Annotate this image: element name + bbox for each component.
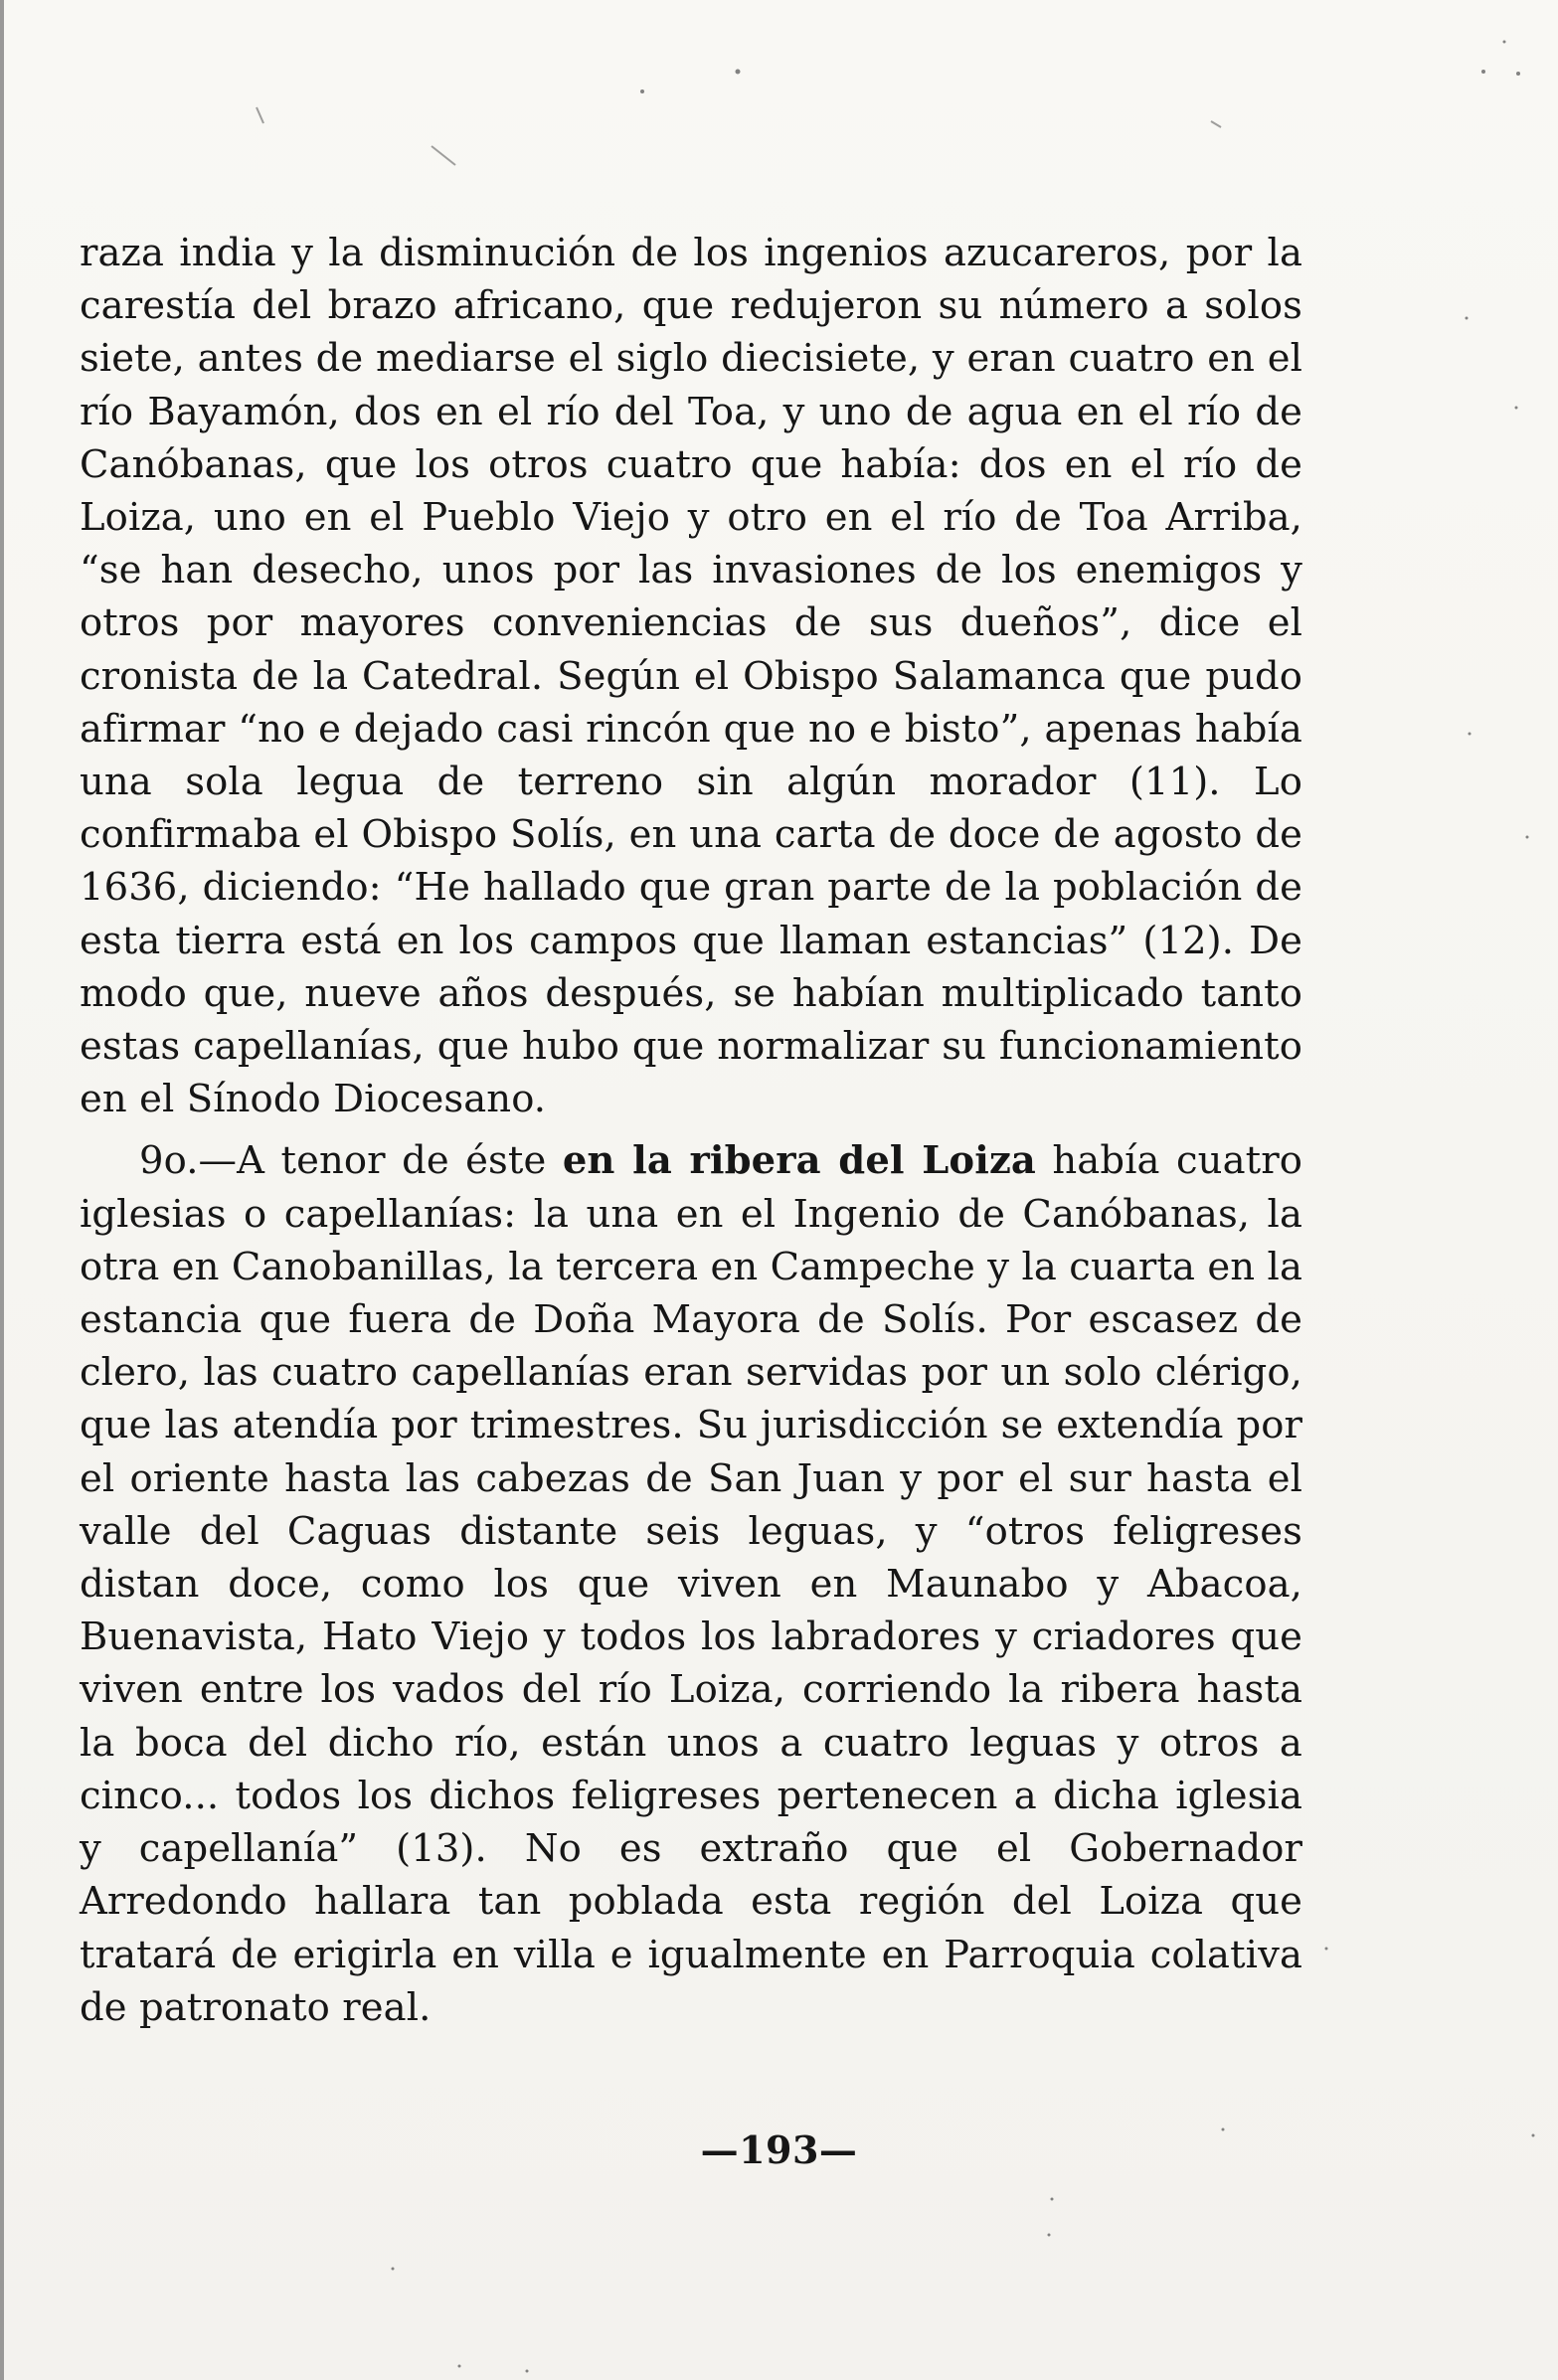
paragraph-9-rest: había cuatro iglesias o capellanías: la una en el Ingenio de Canóbanas, la otra en Canobanillas, la tercera en Campeche y la cuarta en la estancia que fuera de Doña Mayora de Solís. Por escasez de clero, las cuatro capellanías eran servidas por un solo clérigo, que las atendía por trimestres. Su jurisdicción se extendía por el oriente hasta las cabezas de San Juan y por el sur hasta el valle del Caguas distante seis leguas, y “otros feligreses distan doce, como los que viven en Maunabo y Abacoa, Buenavista, Hato Viejo y todos los labradores y criadores que viven entre los vados del río Loiza, corriendo la ribera hasta la boca del dicho río, están unos a cuatro leguas y otros a cinco... todos los dichos feligreses pertenecen a dicha iglesia y capellanía” (13). No es extraño que el Gobernador Arredondo hallara tan poblada esta región del Loiza que tratará de erigirla en villa e igualmente en Parroquia colativa de patronato real. — [80, 1138, 1302, 2030]
paragraph-continued: raza india y la disminución de los ingenios azucareros, por la carestía del brazo africano, que redujeron su número a solos siete, antes de mediarse el siglo diecisiete, y eran cuatro en el río Bayamón, dos en el río del Toa, y uno de agua en el río de Canóbanas, que los otros cuatro que había: dos en el río de Loiza, uno en el Pueblo Viejo y otro en el río de Toa Arriba, “se han desecho, unos por las invasiones de los enemigos y otros por mayores conveniencias de sus dueños”, dice el cronista de la Catedral. Según el Obispo Salamanca que pudo afirmar “no e dejado casi rincón que no e bisto”, apenas había una sola legua de terreno sin algún morador (11). Lo confirmaba el Obispo Solís, en una carta de doce de agosto de 1636, diciendo: “He hallado que gran parte de la población de esta tierra está en los campos que llaman estancias” (12). De modo que, nueve años después, se habían multiplicado tanto estas capellanías, que hubo que normalizar su funcionamiento en el Sínodo Diocesano. — [80, 231, 1302, 1122]
page-edge-shadow — [0, 0, 4, 2380]
body-text — [80, 227, 1302, 2034]
paragraph-9 — [80, 1134, 1302, 2033]
paragraph-9-bold-phrase: en la ribera del Loiza — [562, 1138, 1036, 1184]
paragraph-9-lead: 9o.—A tenor de éste — [139, 1138, 563, 1184]
page-number: —193— — [700, 2127, 858, 2172]
